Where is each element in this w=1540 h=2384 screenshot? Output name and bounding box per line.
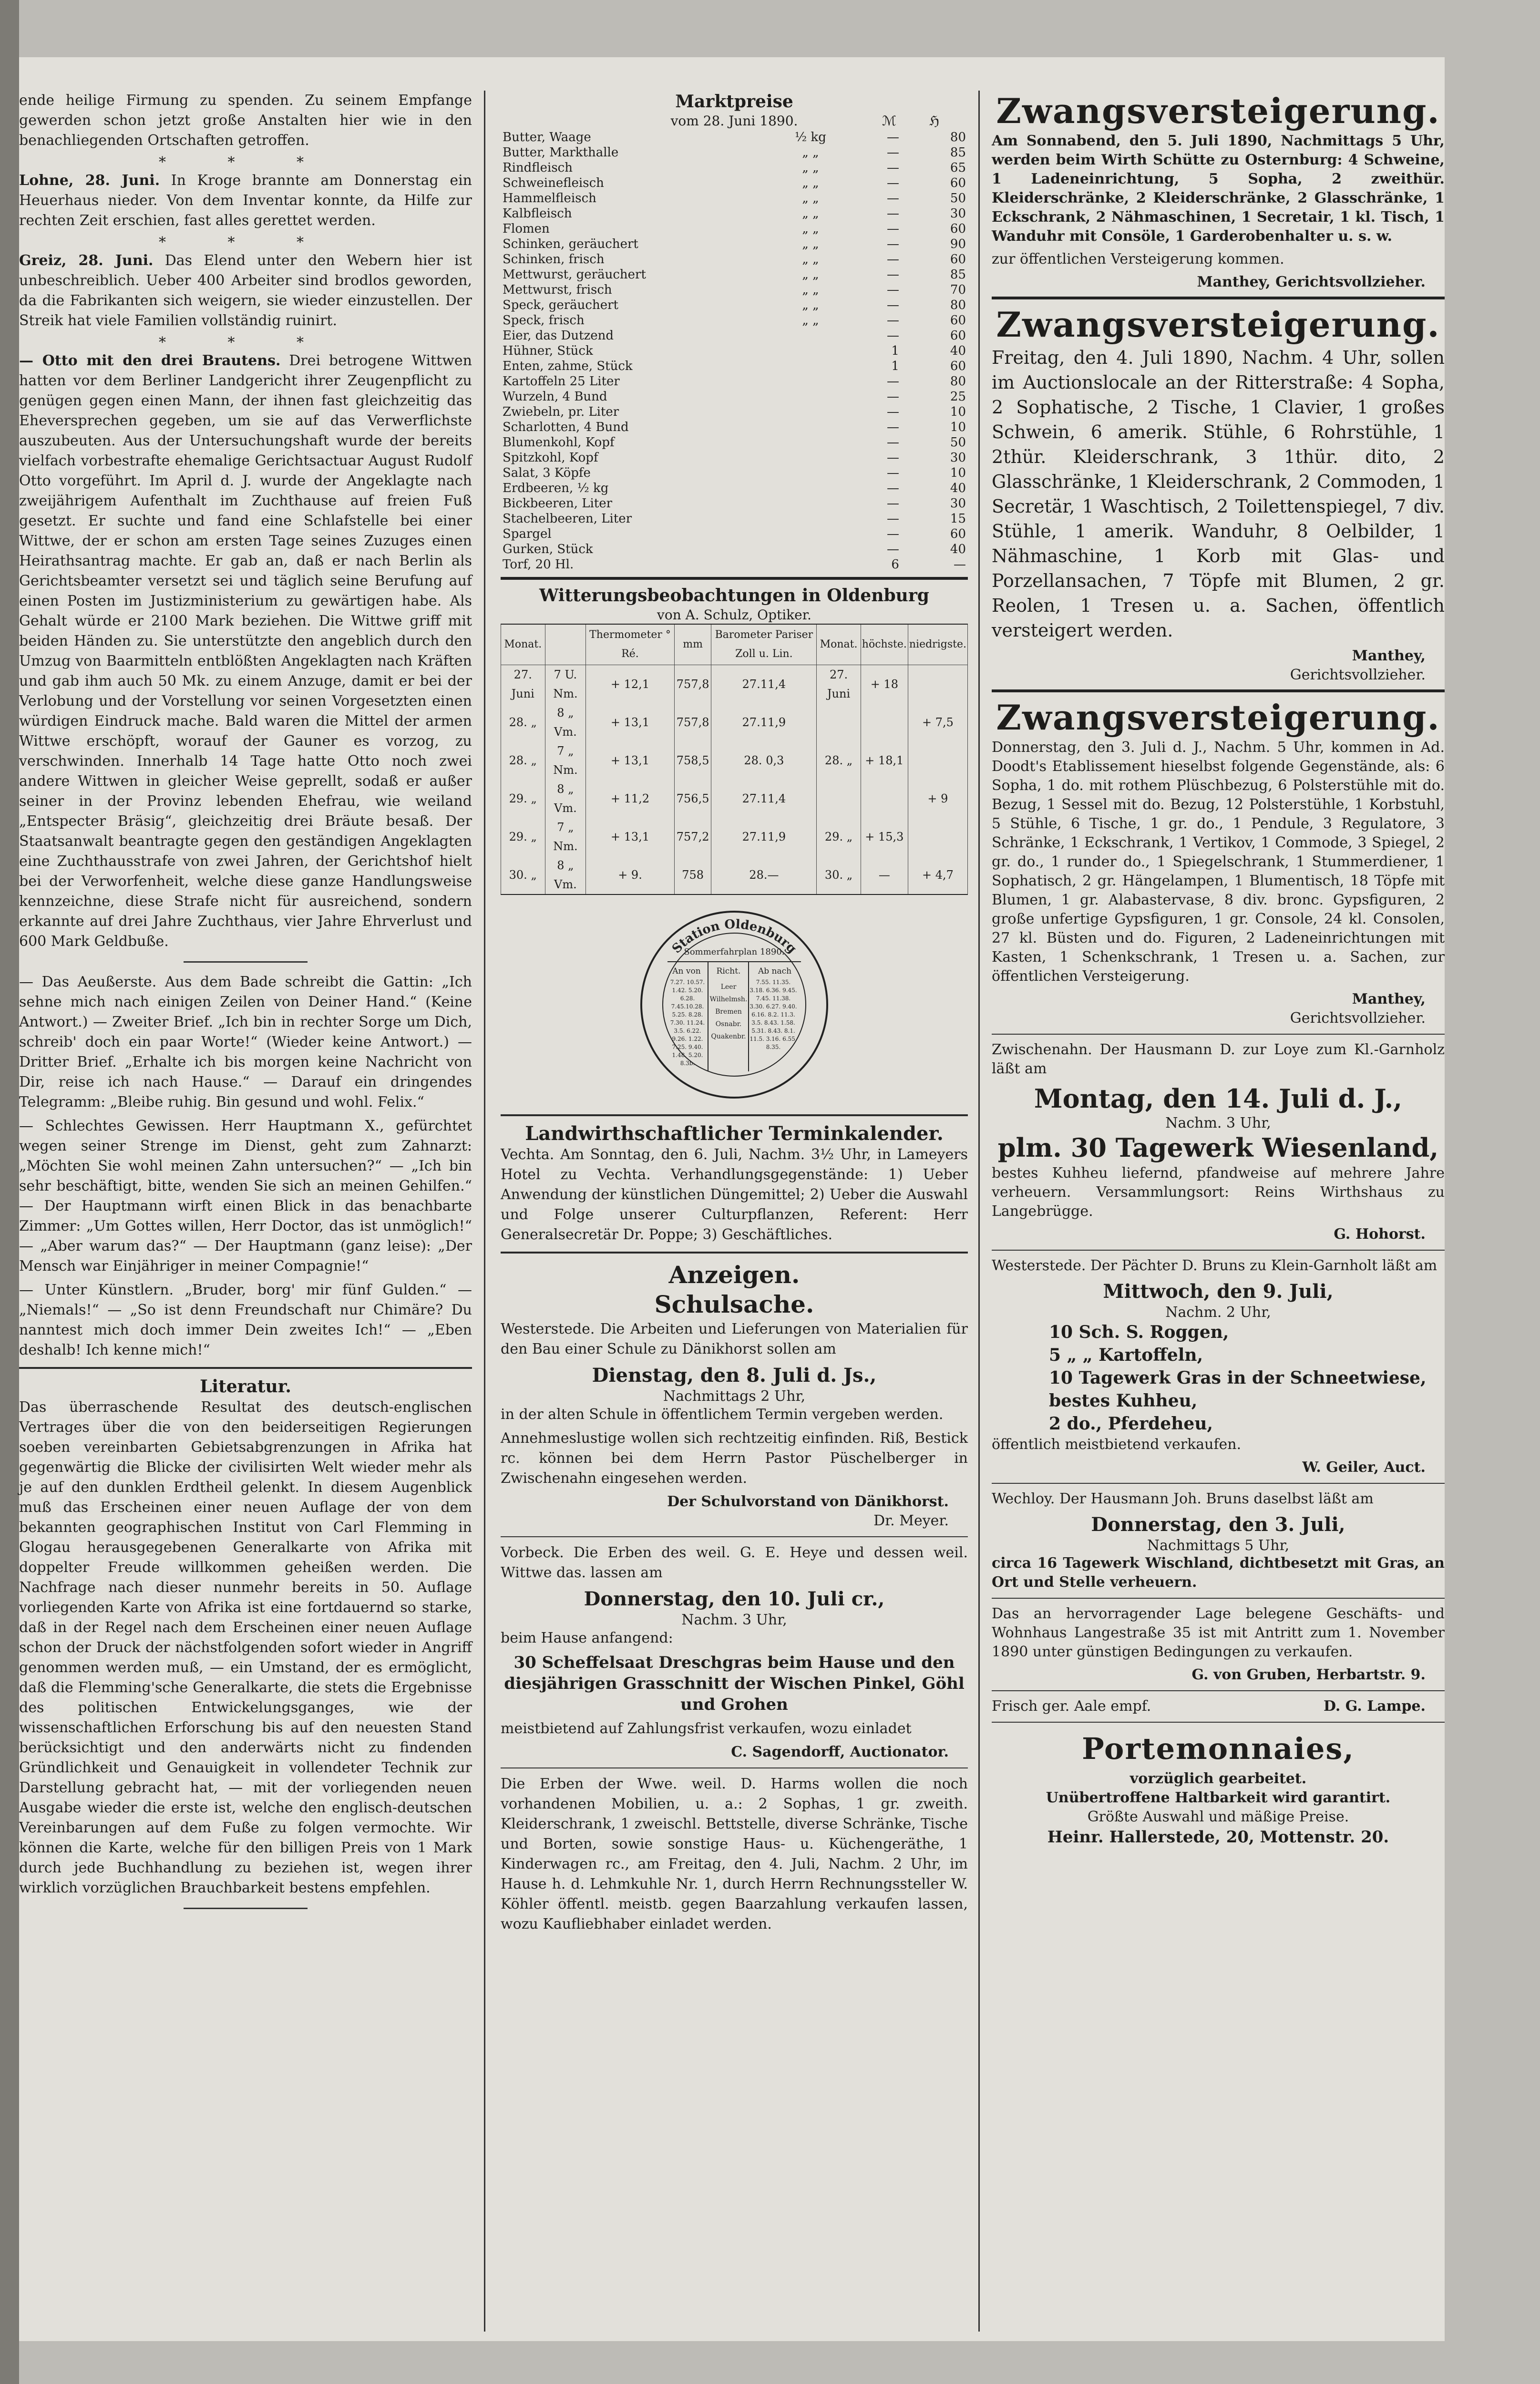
market-row: Mettwurst, frisch „ „ — 70	[503, 283, 966, 297]
divider	[501, 1536, 968, 1537]
separator-stars: * * *	[158, 154, 333, 171]
wechloy-time: Nachmittags 5 Uhr,	[1147, 1537, 1290, 1554]
weather-header-cell	[545, 624, 586, 665]
column-rule-2	[978, 91, 980, 2332]
news-gewissen: — Schlechtes Gewissen. Herr Hauptmann X., gefürchtet wegen seiner Strenge im Dienst, geht zum Zahnarzt: „Möchten Sie wohl meinen Zahn untersuchen?“ — „Ich bin sehr beschäftigt, bitte, wenden Sie sich an meinen Gehilfen.“ — Der Hauptmann wirft einen Blick in das benachbarte Zimmer: „Um Gottes willen, Herr Doctor, das ist unmöglich!“ — „Aber warum das?“ — Der Hauptmann (ganz leise): „Der Mensch war Einjähriger in meiner Compagnie!“	[19, 1118, 472, 1274]
news-kuenstler: — Unter Künstlern. „Bruder, borg' mir fünf Gulden.“ — „Niemals!“ — „So ist denn Freundschaft nur Chimäre? Du nanntest mich doch immer Dein zweites Ich!“ — „Eben deshalb! Ich kenne mich!“	[19, 1282, 472, 1358]
divider	[19, 1367, 472, 1369]
divider	[992, 689, 1445, 692]
market-prices-table	[501, 130, 968, 572]
westerstede-item: 2 do., Pferdeheu,	[1049, 1414, 1213, 1434]
zwischenahn-headline: plm. 30 Tagewerk Wiesenland,	[997, 1132, 1439, 1163]
zwang-3-title: Zwangsversteigerung.	[996, 697, 1440, 738]
market-row: Speck, geräuchert „ „ — 80	[503, 298, 966, 312]
market-row: Torf, 20 Hl. 6 —	[503, 557, 966, 572]
weather-header-cell: Barometer Pariser Zoll u. Lin.	[711, 624, 817, 665]
westerstede-signature: W. Geiler, Auct.	[1302, 1459, 1426, 1476]
market-row: Enten, zahme, Stück 1 60	[503, 359, 966, 373]
weather-row: 28. „ 7 „ Nm. + 13,1 758,5 28. 0,3 28. „ + 18,1	[501, 741, 968, 780]
market-row: Zwiebeln, pr. Liter — 10	[503, 405, 966, 419]
market-row: Hühner, Stück 1 40	[503, 344, 966, 358]
newspaper-page	[19, 57, 1445, 2341]
weather-row: 29. „ 8 „ Vm. + 11,2 756,5 27.11,4 + 9	[501, 780, 968, 818]
news-otto: — Otto mit den drei Brautens. Drei betrogene Wittwen hatten vor dem Berliner Landgericht ihrer Zeugenpflicht zu genügen gegen einen Mann, der ihnen fast gleichzeitig das Eheversprechen gegeben, um sie auf das Verwerflichste auszubeuten. Aus der Untersuchungshaft wurde der bereits vielfach vorbestrafte ehemalige Gerichtsactuar August Rudolf Otto vorgeführt. Im April d. J. wurde der Angeklagte nach zweijährigem Aufenthalt im Zuchthause auf freien Fuß gesetzt. Er suchte und fand eine Schlafstelle bei einer Wittwe, der er schon am ersten Tage seines Zuzuges einen Heirathsantrag machte. Er gab an, daß er nach Berlin als Gerichtsbeamter versetzt sei und täglich seine Berufung auf einen Posten im Justizministerium zu gewärtigen habe. Als Gehalt würde er 2100 Mark beziehen. Die Wittwe griff mit beiden Händen zu. Sie unterstützte den angeblich durch den Umzug von Baarmitteln entblößten Angeklagten nach Kräften und gab ihm auch 50 Mk. zu einem Anzuge, damit er bei der Verlobung und der Vorstellung vor seinen Vorgesetzten einen würdigen Eindruck mache. Bald waren die Mittel der armen Wittwe erschöpft, worauf der Gauner es vorzog, zu verschwinden. Innerhalb 14 Tage hatte Otto noch zwei andere Wittwen in gleicher Weise geprellt, sodaß er außer seiner in der Provinz lebenden Ehefrau, wie weiland „Entspecter Bräsig“, gleichzeitig drei Bräute besaß. Der Staatsanwalt beantragte gegen den geständigen Angeklagten eine Zuchthausstrafe von zwei Jahren, der Gerichtshof hielt bei der Verworfenheit, welche diese ganze Handlungsweise kennzeichne, diese Strafe nicht für ausreichend, sondern erkannte auf drei Jahre Zuchthaus, vier Jahre Ehrverlust und 600 Mark Geldbuße.	[19, 352, 472, 950]
house-signature: G. von Gruben, Herbartstr. 9.	[1191, 1666, 1426, 1683]
svg-text:An von: An von	[672, 966, 701, 976]
station-timetable-circle	[639, 909, 830, 1100]
news-aeusserste: — Das Aeußerste. Aus dem Bade schreibt die Gattin: „Ich sehne mich nach einigen Zeilen von Deiner Hand.“ (Keine Antwort.) — Zweiter Brief. „Ich bin in rechter Sorge um Dich, schreib' doch ein paar Worte!“ (Wieder keine Antwort.) — Dritter Brief. „Erhalte ich bis morgen keine Nachricht von Dir, reise ich nach Hause.“ — Darauf ein dringendes Telegramm: „Bleibe ruhig. Bin gesund und wohl. Felix.“	[19, 974, 472, 1110]
weather-header-cell: Monat.	[501, 624, 545, 665]
market-row: Hammelfleisch „ „ — 50	[503, 191, 966, 206]
weather-header-cell: niedrigste.	[908, 624, 967, 665]
market-row: Butter, Markthalle „ „ — 85	[503, 145, 966, 160]
divider	[992, 1722, 1445, 1723]
market-title: Marktpreise	[675, 92, 793, 112]
market-row: Kartoffeln 25 Liter — 80	[503, 374, 966, 389]
market-row: Bickbeeren, Liter — 30	[503, 496, 966, 511]
literature-heading: Literatur.	[200, 1377, 291, 1397]
divider	[992, 1483, 1445, 1484]
divider	[501, 1252, 968, 1254]
anzeigen-heading: Anzeigen.	[668, 1261, 800, 1289]
schule-date: Dienstag, den 8. Juli d. Js.,	[592, 1364, 877, 1387]
divider	[501, 577, 968, 580]
house-text: Das an hervorragender Lage belegene Geschäfts- und Wohnhaus Langestraße 35 ist mit Antritt zum 1. November 1890 unter günstigen Bedingungen zu verkaufen.	[992, 1605, 1445, 1660]
literature-text: Das überraschende Resultat des deutsch-englischen Vertrages über die von den beiderseitigen Regierungen soeben vereinbarten Gebietsabgrenzungen in Afrika hat gegenwärtig die Blicke der civilisirten Welt wieder mehr als je auf den dunklen Erdtheil gelenkt. In diesem Augenblick muß das Erscheinen einer neuen Auflage der von dem bekannten geographischen Institut von Carl Flemming in Glogau herausgegebenen Generalkarte von Afrika mit doppelter Freude willkommen geheißen werden. Die Nachfrage nach dieser nunmehr bereits in 50. Auflage vorliegenden Karte von Afrika ist eine fortdauernd so starke, daß in der Regel nach dem Erscheinen einer neuen Auflage schon der Druck der nächstfolgenden sofort wieder in Angriff genommen werden muß, — ein Umstand, der es ermöglicht, daß die Flemming'sche Generalkarte, die stets die Ergebnisse des politischen Entwickelungsganges, wie der wissenschaftlichen Erforschung bis auf den neuesten Stand berücksichtigt und den anderwärts nicht zu findenden Gründlichkeit und Genauigkeit in vollendeter Technik zur Darstellung gebracht hat, — mit der vorliegenden neuen Ausgabe wieder die erste ist, welche den englisch-deutschen Vereinbarungen auf dem Fuße zu folgen vermochte. Wir können die Karte, welche für den billigen Preis von 1 Mark durch jede Buchhandlung zu beziehen ist, wegen ihrer wirklich vorzüglichen Brauchbarkeit bestens empfehlen.	[19, 1399, 472, 1896]
zwischenahn-time: Nachm. 3 Uhr,	[1165, 1115, 1271, 1131]
vorbeck-text: Vorbeck. Die Erben des weil. G. E. Heye und dessen weil. Wittwe das. lassen am	[501, 1544, 968, 1581]
westerstede-item: 10 Tagewerk Gras in der Schneetwiese, bestes Kuhheu,	[1049, 1368, 1427, 1411]
market-row: Schinken, frisch „ „ — 60	[503, 252, 966, 267]
schulsache-heading: Schulsache.	[654, 1290, 814, 1318]
svg-text:Station Oldenburg: Station Oldenburg	[669, 917, 800, 956]
weather-row: 30. „ 8 „ Vm. + 9. 758 28.— 30. „ — + 4,7	[501, 856, 968, 894]
zwang-1-signature: Manthey, Gerichtsvollzieher.	[1197, 274, 1426, 290]
schule-time: Nachmittags 2 Uhr,	[663, 1388, 806, 1405]
market-row: Speck, frisch „ „ — 60	[503, 313, 966, 328]
weather-row: 28. „ 8 „ Vm. + 13,1 757,8 27.11,9 + 7,5	[501, 703, 968, 741]
divider	[184, 961, 308, 963]
zwischenahn-signature: G. Hohorst.	[1334, 1226, 1426, 1243]
separator-stars: * * *	[158, 334, 333, 351]
svg-text:Richt.: Richt.	[716, 966, 741, 976]
aale-ad: Frisch ger. Aale empf. D. G. Lampe.	[992, 1698, 1426, 1715]
zwang-1-text: Am Sonnabend, den 5. Juli 1890, Nachmittags 5 Uhr, werden beim Wirth Schütte zu Osternburg: 4 Schweine, 1 Ladeneinrichtung, 5 Sopha, 2 zweithür. Kleiderschränke, 2 Kleiderschränke, 2 Glasschränke, 1 Eckschrank, 2 Nähmaschinen, 1 Secretair, 1 kl. Tisch, 1 Wanduhr mit Consöle, 1 Garderobenhalter u. s. w.	[992, 133, 1445, 245]
westerstede-item: 5 „ „ Kartoffeln,	[1049, 1345, 1203, 1365]
divider	[992, 1250, 1445, 1251]
zwang-3-signature: Manthey,	[1352, 991, 1426, 1007]
westerstede-time: Nachm. 2 Uhr,	[1165, 1304, 1271, 1321]
weather-header-cell: höchste.	[861, 624, 908, 665]
zwischenahn-date: Montag, den 14. Juli d. J.,	[1034, 1083, 1403, 1114]
market-row: Rindfleisch „ „ — 65	[503, 161, 966, 175]
vorbeck-text-3: meistbietend auf Zahlungsfrist verkaufen, wozu einladet	[501, 1720, 912, 1737]
schule-text: Westerstede. Die Arbeiten und Lieferungen von Materialien für den Bau einer Schule zu Dänikhorst sollen am	[501, 1321, 968, 1357]
divider	[501, 1114, 968, 1116]
column-rule-1	[484, 91, 485, 2332]
zwang-1-text-2: zur öffentlichen Versteigerung kommen.	[992, 251, 1284, 267]
news-lohne: Lohne, 28. Juni. In Kroge brannte am Donnerstag ein Heuerhaus nieder. Von dem Inventar konnte, da Hilfe zur rechten Zeit erschien, fast alles gerettet werden.	[19, 172, 472, 229]
portemonnaies-line: Unübertroffene Haltbarkeit wird garantirt.	[1046, 1789, 1391, 1806]
divider	[992, 1598, 1445, 1599]
market-row: Kalbfleisch „ „ — 30	[503, 206, 966, 221]
schule-signature: Der Schulvorstand von Dänikhorst.	[667, 1493, 949, 1510]
divider	[992, 1690, 1445, 1691]
column-1	[19, 91, 472, 1919]
schule-signature-2: Dr. Meyer.	[873, 1512, 949, 1529]
zwang-3-signature-2: Gerichtsvollzieher.	[1290, 1010, 1426, 1027]
wechloy-text: Wechloy. Der Hausmann Joh. Bruns daselbst läßt am	[992, 1490, 1374, 1507]
svg-text:Ab nach: Ab nach	[758, 966, 792, 976]
portemonnaies-line: vorzüglich gearbeitet.	[1129, 1770, 1307, 1787]
portemonnaies-address: Heinr. Hallerstede, 20, Mottenstr. 20.	[1047, 1828, 1389, 1847]
market-row: Wurzeln, 4 Bund — 25	[503, 390, 966, 404]
market-row: Stachelbeeren, Liter — 15	[503, 512, 966, 526]
wechloy-date: Donnerstag, den 3. Juli,	[1091, 1513, 1345, 1536]
zwischenahn-text-2: bestes Kuhheu liefernd, pfandweise auf mehrere Jahre verheuern. Versammlungsort: Reins Wirthshaus zu Langebrügge.	[992, 1165, 1445, 1220]
news-greiz: Greiz, 28. Juni. Das Elend unter den Webern hier ist unbeschreiblich. Ueber 400 Arbeiter sind brodlos geworden, da die Fabrikanten sich weigern, sie wieder einzustellen. Der Streik hat viele Familien vollständig ruinirt.	[19, 252, 472, 329]
divider	[184, 1908, 308, 1909]
market-row: Flomen „ „ — 60	[503, 222, 966, 236]
divider	[992, 297, 1445, 299]
westerstede-date: Mittwoch, den 9. Juli,	[1103, 1280, 1334, 1303]
zwang-2-title: Zwangsversteigerung.	[996, 304, 1440, 345]
market-row: Salat, 3 Köpfe — 10	[503, 466, 966, 480]
divider	[992, 1034, 1445, 1035]
market-row: Spitzkohl, Kopf — 30	[503, 451, 966, 465]
termine-title: Landwirthschaftlicher Terminkalender.	[525, 1122, 944, 1145]
harms-text: Die Erben der Wwe. weil. D. Harms wollen die noch vorhandenen Mobilien, u. a.: 2 Sophas, 1 gr. zweith. Kleiderschrank, 1 zweischl. Bettstelle, diverse Schränke, Tische und Borten, sowie sonstige Haus- u. Küchengeräthe, 1 Kinderwagen rc., am Freitag, den 4. Juli, Nachm. 2 Uhr, im Hause h. d. Lehmkuhle Nr. 1, durch Herrn Rechnungssteller W. Köhler öffentl. meistb. gegen Baarzahlung verkaufen lassen, wozu Kaufliebhaber einladet werden.	[501, 1776, 968, 1932]
portemonnaies-line: Größte Auswahl und mäßige Preise.	[1087, 1809, 1349, 1825]
westerstede-item: 10 Sch. S. Roggen,	[1049, 1322, 1229, 1342]
vorbeck-signature: C. Sagendorff, Auctionator.	[731, 1744, 949, 1760]
wechloy-text-2: circa 16 Tagewerk Wischland, dichtbesetzt mit Gras, an Ort und Stelle verheuern.	[992, 1555, 1445, 1591]
market-row: Gurken, Stück — 40	[503, 542, 966, 556]
vorbeck-bold: 30 Scheffelsaat Dreschgras beim Hause und den diesjährigen Grasschnitt der Wischen Pinkel, Göhl und Grohen	[504, 1653, 965, 1714]
svg-text:Sommerfahrplan 1890.: Sommerfahrplan 1890.	[684, 947, 785, 957]
column-3	[992, 91, 1445, 1848]
market-row: Schweinefleisch „ „ — 60	[503, 176, 966, 190]
book-spine	[0, 0, 19, 2384]
market-date: vom 28. Juni 1890. ℳ ℌ	[670, 113, 939, 129]
portemonnaies-title: Portemonnaies,	[1082, 1731, 1355, 1766]
vorbeck-date: Donnerstag, den 10. Juli cr.,	[584, 1588, 885, 1610]
weather-table	[501, 624, 968, 895]
schule-text-3: Annehmeslustige wollen sich rechtzeitig einfinden. Riß, Bestick rc. können bei dem Herrn Pastor Püschelberger in Zwischenahn eingesehen werden.	[501, 1430, 968, 1487]
zwang-2-text: Freitag, den 4. Juli 1890, Nachm. 4 Uhr, sollen im Auctionslocale an der Ritterstraße: 4 Sopha, 2 Sophatische, 2 Tische, 1 Clavier, 1 großes Schwein, 6 amerik. Stühle, 6 Rohrstühle, 1 2thür. Kleiderschrank, 3 1thür. dito, 2 Glasschränke, 1 Kleiderschrank, 2 Commoden, 1 Secretär, 1 Waschtisch, 2 Toilettenspiegel, 7 div. Stühle, 1 amerik. Wanduhr, 8 Oelbilder, 1 Nähmaschine, 1 Korb mit Glas- und Porzellansachen, 7 Töpfe mit Blumen, 2 gr. Reolen, 1 Tresen u. a. Sachen, öffentlich versteigert werden.	[992, 347, 1445, 641]
market-row: Schinken, geräuchert „ „ — 90	[503, 237, 966, 251]
market-row: Blumenkohl, Kopf — 50	[503, 435, 966, 450]
station-seal: Station Oldenburg Sommerfahrplan 1890. An von Richt. Ab nach 7.27. 10.57. 1.42. 5.20. 6.28. 7.45.10.28. 5.25. 8.28. 7.30. 11.24. 3.5. 6.22. 9.26. 1.22. 7.25. 9.40. 1.48. 5.20. 8.3b. Leer Wilhelmsh. Bremen Osnabr. Quakenbr. 7.55. 11.35. 3.18. 6.36. 9.45. 7.45. 11.38. 3.30. 6.27. 9.40. 6.16. 8.2. 11.3. 3.5. 8.43. 1.58. 5.31. 8.43. 8.1. 11.5. 3.16. 6.55. 8.35.	[639, 909, 830, 1100]
weather-header-cell: Monat.	[817, 624, 861, 665]
fragment-text: ende heilige Firmung zu spenden. Zu seinem Empfange gewerden schon jetzt große Anstalten hier wie in den benachliegenden Ortschaften getroffen.	[19, 92, 472, 149]
zwang-2-signature-2: Gerichtsvollzieher.	[1290, 667, 1426, 683]
column-2	[501, 91, 968, 1938]
market-row: Eier, das Dutzend — 60	[503, 329, 966, 343]
termine-text: Vechta. Am Sonntag, den 6. Juli, Nachm. 3½ Uhr, in Lameyers Hotel zu Vechta. Verhandlungsgegenstände: 1) Ueber Anwendung der künstlichen Düngemittel; 2) Ueber die Auswahl und Folge unserer Culturpflanzen, Referent: Herr Generalsecretär Dr. Poppe; 3) Geschäftliches.	[501, 1146, 968, 1243]
weather-title: Witterungsbeobachtungen in Oldenburg	[539, 586, 929, 606]
zwang-3-text: Donnerstag, den 3. Juli d. J., Nachm. 5 Uhr, kommen in Ad. Doodt's Etablissement hieselbst folgende Gegenstände, als: 6 Sopha, 1 do. mit rothem Plüschbezug, 6 Polsterstühle mit do. Bezug, 1 Sessel mit do. Bezug, 12 Polsterstühle, 1 Korbstuhl, 5 Stühle, 6 Tische, 1 gr. do., 1 Pendule, 3 Regulatore, 3 Schränke, 1 Eckschrank, 1 Vertikov, 1 Commode, 3 Spiegel, 2 gr. do., 1 runder do., 1 Spiegelschrank, 1 Stummerdiener, 1 Sophatisch, 2 gr. Hängelampen, 1 Blumentisch, 18 Töpfe mit Blumen, 1 gr. Alabastervase, 8 div. bronc. Gypsfiguren, 2 große unfertige Gypsfiguren, 1 gr. Console, 24 kl. Consolen, 27 kl. Büsten und do. Figuren, 2 Ladeneinrichtungen mit Kasten, 1 Schenkschrank, 1 Tresen u. a. Sachen, zur öffentlichen Versteigerung.	[992, 739, 1445, 985]
westerstede-text: Westerstede. Der Pächter D. Bruns zu Klein-Garnholt läßt am	[992, 1257, 1437, 1274]
schule-text-2: in der alten Schule in öffentlichem Termin vergeben werden.	[501, 1406, 944, 1423]
zwischenahn-text: Zwischenahn. Der Hausmann D. zur Loye zum Kl.-Garnholz läßt am	[992, 1041, 1445, 1077]
vorbeck-text-2: beim Hause anfangend:	[501, 1630, 673, 1646]
weather-row: 27. Juni 7 U. Nm. + 12,1 757,8 27.11,4 27. Juni + 18	[501, 665, 968, 704]
market-row: Erdbeeren, ½ kg — 40	[503, 481, 966, 495]
weather-subtitle: von A. Schulz, Optiker.	[657, 607, 811, 623]
vorbeck-time: Nachm. 3 Uhr,	[681, 1612, 787, 1628]
weather-header-cell: mm	[674, 624, 711, 665]
market-row: Butter, Waage ½ kg — 80	[503, 130, 966, 144]
market-row: Mettwurst, geräuchert „ „ — 85	[503, 267, 966, 282]
zwang-1-title: Zwangsversteigerung.	[996, 91, 1440, 131]
westerstede-text-2: öffentlich meistbietend verkaufen.	[992, 1436, 1242, 1453]
market-row: Spargel — 60	[503, 527, 966, 541]
separator-stars: * * *	[158, 234, 333, 251]
zwang-2-signature: Manthey,	[1352, 647, 1426, 664]
divider	[501, 1767, 968, 1768]
weather-row: 29. „ 7 „ Nm. + 13,1 757,2 27.11,9 29. „ + 15,3	[501, 818, 968, 856]
weather-header-cell: Thermometer ° Ré.	[586, 624, 675, 665]
market-row: Scharlotten, 4 Bund — 10	[503, 420, 966, 434]
